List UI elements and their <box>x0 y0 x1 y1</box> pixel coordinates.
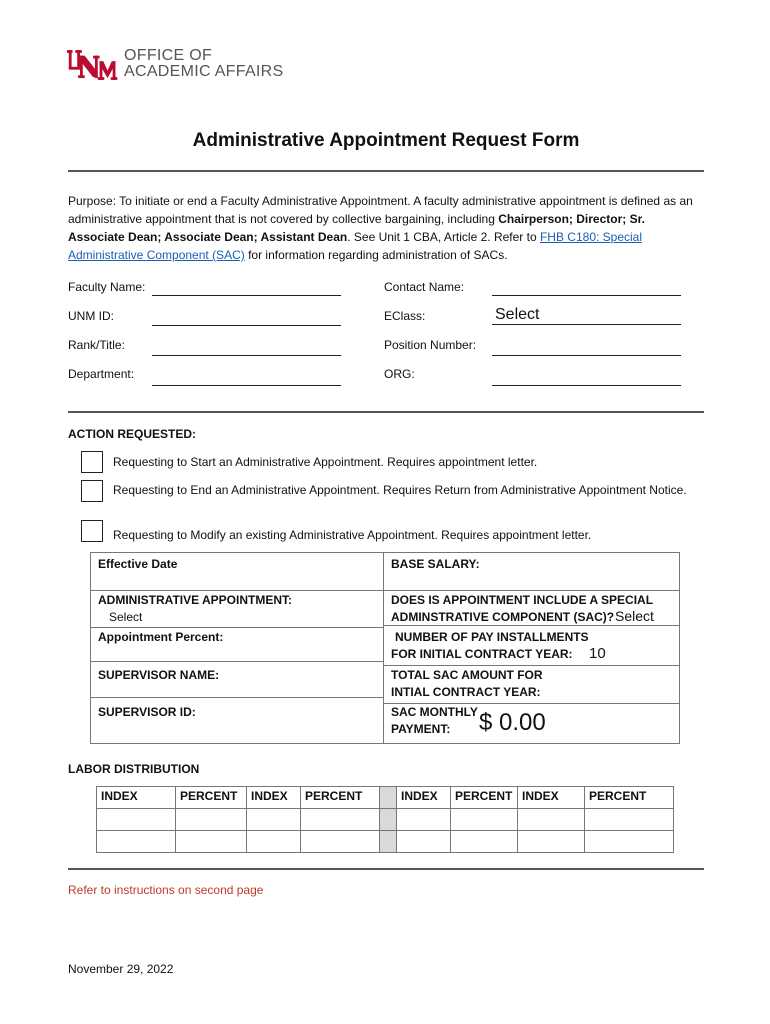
admin-appointment-select[interactable]: Select <box>109 610 143 624</box>
purpose-roles: Chairperson; Director; Sr. Associate Dean; Associate Dean; Assistant Dean <box>68 212 645 244</box>
footer-divider <box>68 868 704 870</box>
org-label: ORG: <box>384 367 415 381</box>
row-divider <box>383 625 679 626</box>
row-divider <box>383 665 679 666</box>
base-salary-label: BASE SALARY: <box>391 557 480 571</box>
purpose-text-3: for information regarding administration of SACs. <box>244 248 508 262</box>
row-divider <box>91 590 679 591</box>
labor-cell[interactable] <box>176 831 247 853</box>
col-spacer <box>380 809 397 831</box>
unm-logo <box>66 46 122 84</box>
supervisor-id-label: SUPERVISOR ID: <box>98 705 196 719</box>
labor-cell[interactable] <box>247 809 301 831</box>
end-appointment-checkbox[interactable] <box>81 480 103 502</box>
labor-cell[interactable] <box>97 831 176 853</box>
row-divider <box>91 661 383 662</box>
form-title: Administrative Appointment Request Form <box>192 130 580 151</box>
labor-cell[interactable] <box>176 809 247 831</box>
col-percent: PERCENT <box>301 787 380 809</box>
col-index: INDEX <box>247 787 301 809</box>
eclass-label: EClass: <box>384 309 426 323</box>
sac-question-line1: DOES IS APPOINTMENT INCLUDE A SPECIAL <box>391 593 654 607</box>
labor-cell[interactable] <box>518 831 585 853</box>
effective-date-label: Effective Date <box>98 557 178 571</box>
installments-line1: NUMBER OF PAY INSTALLMENTS <box>395 630 589 644</box>
table-row <box>97 831 674 853</box>
modify-appointment-label: Requesting to Modify an existing Administrative Appointment. Requires appointment letter. <box>113 528 592 542</box>
rank-title-input[interactable] <box>152 355 341 356</box>
sac-monthly-line2: PAYMENT: <box>391 722 451 736</box>
labor-cell[interactable] <box>397 831 451 853</box>
title-divider <box>68 170 704 172</box>
labor-cell[interactable] <box>585 831 674 853</box>
col-percent: PERCENT <box>451 787 518 809</box>
unm-id-input[interactable] <box>152 325 341 326</box>
document-date: November 29, 2022 <box>68 962 174 976</box>
labor-cell[interactable] <box>518 809 585 831</box>
start-appointment-label: Requesting to Start an Administrative Appointment. Requires appointment letter. <box>113 455 538 469</box>
labor-cell[interactable] <box>585 809 674 831</box>
labor-cell[interactable] <box>397 809 451 831</box>
col-index: INDEX <box>397 787 451 809</box>
department-label: Department: <box>68 367 135 381</box>
row-divider <box>383 703 679 704</box>
instructions-note: Refer to instructions on second page <box>68 883 264 897</box>
contact-name-label: Contact Name: <box>384 280 465 294</box>
admin-appointment-label: ADMINISTRATIVE APPOINTMENT: <box>98 593 292 607</box>
logo-line1: OFFICE OF <box>124 47 213 64</box>
table-row <box>97 787 674 809</box>
labor-distribution-table <box>96 786 674 853</box>
rank-title-label: Rank/Title: <box>68 338 125 352</box>
sac-monthly-line1: SAC MONTHLY <box>391 705 478 719</box>
row-divider <box>91 627 383 628</box>
appointment-percent-label: Appointment Percent: <box>98 630 224 644</box>
modify-appointment-checkbox[interactable] <box>81 520 103 542</box>
col-index: INDEX <box>518 787 585 809</box>
col-percent: PERCENT <box>585 787 674 809</box>
total-sac-line1: TOTAL SAC AMOUNT FOR <box>391 668 543 682</box>
labor-cell[interactable] <box>247 831 301 853</box>
position-number-input[interactable] <box>492 355 681 356</box>
unm-id-label: UNM ID: <box>68 309 114 323</box>
logo-line2: ACADEMIC AFFAIRS <box>124 63 284 80</box>
installments-line2: FOR INITIAL CONTRACT YEAR: <box>391 647 573 661</box>
purpose-paragraph <box>68 192 698 264</box>
faculty-name-input[interactable] <box>152 295 341 296</box>
start-appointment-checkbox[interactable] <box>81 451 103 473</box>
logo-text <box>124 48 284 80</box>
faculty-name-label: Faculty Name: <box>68 280 146 294</box>
col-spacer <box>380 787 397 809</box>
labor-cell[interactable] <box>451 831 518 853</box>
col-index: INDEX <box>97 787 176 809</box>
total-sac-line2: INTIAL CONTRACT YEAR: <box>391 685 541 699</box>
purpose-text-2: . See Unit 1 CBA, Article 2. Refer to <box>347 230 540 244</box>
fhb-c180-link[interactable]: FHB C180: Special Administrative Component (SAC) <box>68 230 643 262</box>
col-percent: PERCENT <box>176 787 247 809</box>
contact-name-input[interactable] <box>492 295 681 296</box>
eclass-select[interactable]: Select <box>495 306 540 323</box>
org-input[interactable] <box>492 385 681 386</box>
sac-select[interactable]: Select <box>615 608 654 624</box>
end-appointment-label: Requesting to End an Administrative Appointment. Requires Return from Administrative Appointment Notice. <box>113 483 687 497</box>
action-heading: ACTION REQUESTED: <box>68 427 197 441</box>
labor-cell[interactable] <box>301 831 380 853</box>
supervisor-name-label: SUPERVISOR NAME: <box>98 668 220 682</box>
fields-divider <box>68 411 704 413</box>
installments-value[interactable]: 10 <box>589 645 606 662</box>
purpose-text-1: Purpose: To initiate or end a Faculty Administrative Appointment. A faculty administrative appointment is defined as an administrative appointment that is not covered by collective bargaining, including <box>68 194 693 226</box>
sac-question-line2: ADMINSTRATIVE COMPONENT (SAC)? <box>391 610 615 624</box>
labor-cell[interactable] <box>451 809 518 831</box>
table-row <box>97 809 674 831</box>
col-spacer <box>380 831 397 853</box>
labor-cell[interactable] <box>97 809 176 831</box>
appointment-table <box>90 552 680 744</box>
eclass-underline <box>492 324 681 325</box>
department-input[interactable] <box>152 385 341 386</box>
position-number-label: Position Number: <box>384 338 477 352</box>
row-divider <box>91 697 383 698</box>
labor-cell[interactable] <box>301 809 380 831</box>
appointment-table-divider <box>383 553 384 743</box>
labor-heading: LABOR DISTRIBUTION <box>68 762 200 776</box>
sac-monthly-value[interactable]: $ 0.00 <box>479 709 546 736</box>
